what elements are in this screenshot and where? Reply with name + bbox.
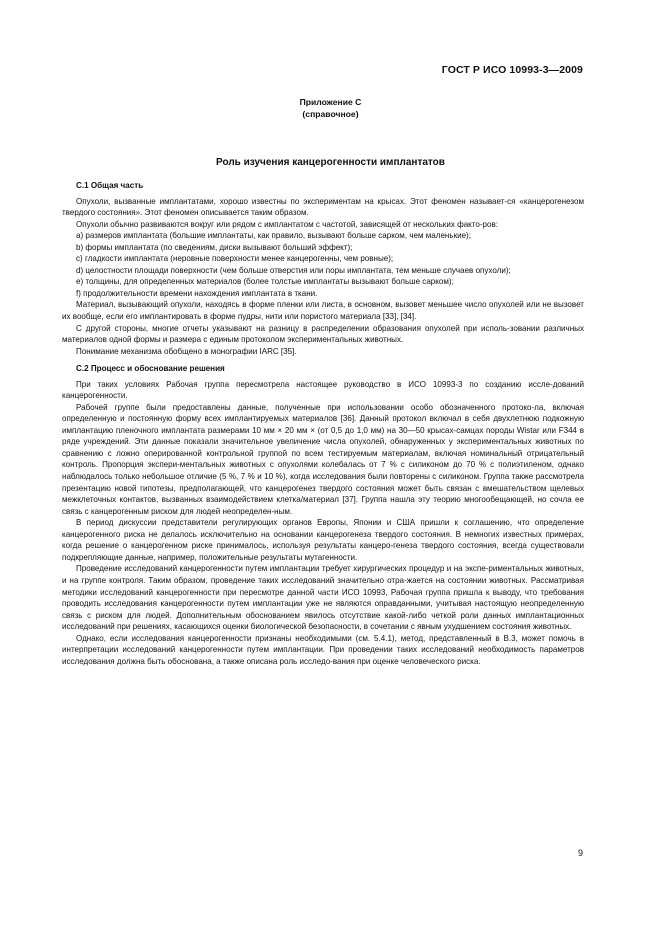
paragraph: В период дискуссии представители регулирующих органов Европы, Японии и США пришли к соглашению, что определение канцерогенного риска не делалось исключительно на основании канцерогенеза твердого состояния. В немногих известных примерах, когда решение о канцерогенном риске принималось, используя результаты канцеро-генеза твердого состояния, всегда существовали подкрепляющие данные, например, положительные результаты мутагенности. <box>62 518 584 562</box>
section-c1-heading: С.1 Общая часть <box>76 181 144 190</box>
list-item: d) целостности площади поверхности (чем больше отверстия или поры имплантата, тем меньше случаев опухоли); <box>76 265 511 275</box>
paragraph: Однако, если исследования канцерогенности признаны необходимыми (см. 5.4.1), метод, представленный в В.3, может помочь в интерпретации исследований канцерогенности путем имплантации. При проведении таких исследований необходимость параметров исследования должна быть обоснована, а также описана роль исследо-вания при оценке человеческого риска. <box>62 633 584 666</box>
annex-type: (справочное) <box>302 109 359 119</box>
document-body <box>62 180 584 667</box>
paragraph: С другой стороны, многие отчеты указывают на разницу в распределении образования опухолей при исполь-зовании различных материалов одной формы и размера с единым протоколом экспериментальных животных. <box>62 323 584 345</box>
paragraph: Материал, вызывающий опухоли, находясь в форме пленки или листа, в основном, вызовет меньшее число опухолей или не вызовет их вообще, если его имплантировать в форме пудры, нити или пористого материала [33], [34]. <box>62 300 584 321</box>
list-item: f) продолжительности времени нахождения имплантата в ткани. <box>76 288 318 298</box>
standard-code: ГОСТ Р ИСО 10993-3—2009 <box>441 64 583 76</box>
page-title: Роль изучения канцерогенности имплантатов <box>216 157 445 168</box>
page-number: 9 <box>577 848 583 858</box>
list-item: c) гладкости имплантата (неровные поверхности менее канцерогенны, чем ровные); <box>76 254 394 264</box>
list-item: e) толщины, для определенных материалов (более толстые имплантаты вызывают больше сарком); <box>76 277 454 287</box>
paragraph: Опухоли обычно развиваются вокруг или рядом с имплантатом с частотой, зависящей от нескольких факто-ров: <box>76 219 498 229</box>
paragraph: Понимание механизма обобщено в монографии IARC [35]. <box>76 346 297 356</box>
paragraph: Рабочей группе были предоставлены данные, полученные при использовании особо обозначенного протоко-ла, включая определенную и постоянную форму всех имплантируемых материалов [36]. Данный протокол включал в себя двухлетнюю подкожную имплантацию пленочного имплантата размерами 10 мм × 20 мм × (от 0,5 до 1,0 мм) на 30—50 крысах-самцах породы Wistar или F344 в ряде учреждений. Эти данные показали значительное увеличение числа опухолей, обнаруженных у экспериментальных животных по сравнению с ложно оперированной контрольной группой по всем тестируемым материалам, включая номинальный отрицательный контроль. Пропорция экспери-ментальных животных с опухолями колебалась от 7 % с силиконом до 70 % с полиэтиленом, однако наблюдалось только небольшое отличие (5 %, 7 % и 10 %), когда исследования были повторены с силиконом. Группа также рассмотрела презентацию новой гипотезы, предполагающей, что канцерогенез твердого состояния может быть связан с вмешательством щелевых межклеточных контактов, вызванных взаимодействием клетка/материал [37]. Группа нашла эту теорию многообещающей, но сочла ее связь с канцерогенным риском для людей неопределен-ным. <box>62 402 584 516</box>
list-item: b) формы имплантата (по сведениям, диски вызывают больший эффект); <box>76 242 353 252</box>
list-item: a) размеров имплантата (большие имплантаты, как правило, вызывают больше сарком, чем маленькие); <box>76 231 471 241</box>
section-c2-heading: С.2 Процесс и обоснование решения <box>76 364 225 374</box>
annex-label: Приложение С <box>299 97 362 107</box>
paragraph: При таких условиях Рабочая группа пересмотрела настоящее руководство в ИСО 10993-3 по созданию иссле-дований канцерогенности. <box>62 379 584 401</box>
annex-heading <box>0 96 661 120</box>
paragraph: Опухоли, вызванные имплантатами, хорошо известны по экспериментам на крысах. Этот феномен называет-ся «канцерогенезом твердого состояния». Этот феномен описывается таким образом. <box>62 196 584 218</box>
paragraph: Проведение исследований канцерогенности путем имплантации требует хирургических процедур и на экспе-риментальных животных, и на группе контроля. Таким образом, проведение таких исследований значительно отра-жается на состоянии животных. Рассматривая методики исследований канцерогенности при пересмотре данной части ИСО 10993, Рабочая группа пришла к выводу, что требования проводить исследования канцерогенности путем имплантации уже не являются оправданными, учитывая настоящую неопределенную связь с риском для людей. Дополнительным обоснованием явилось отсутствие какой-либо четкой роли данных имплантационных исследований при решениях, касающихся оценки биологической безопасности, в сочетании с явным ухудшением состояния животных. <box>62 564 584 632</box>
